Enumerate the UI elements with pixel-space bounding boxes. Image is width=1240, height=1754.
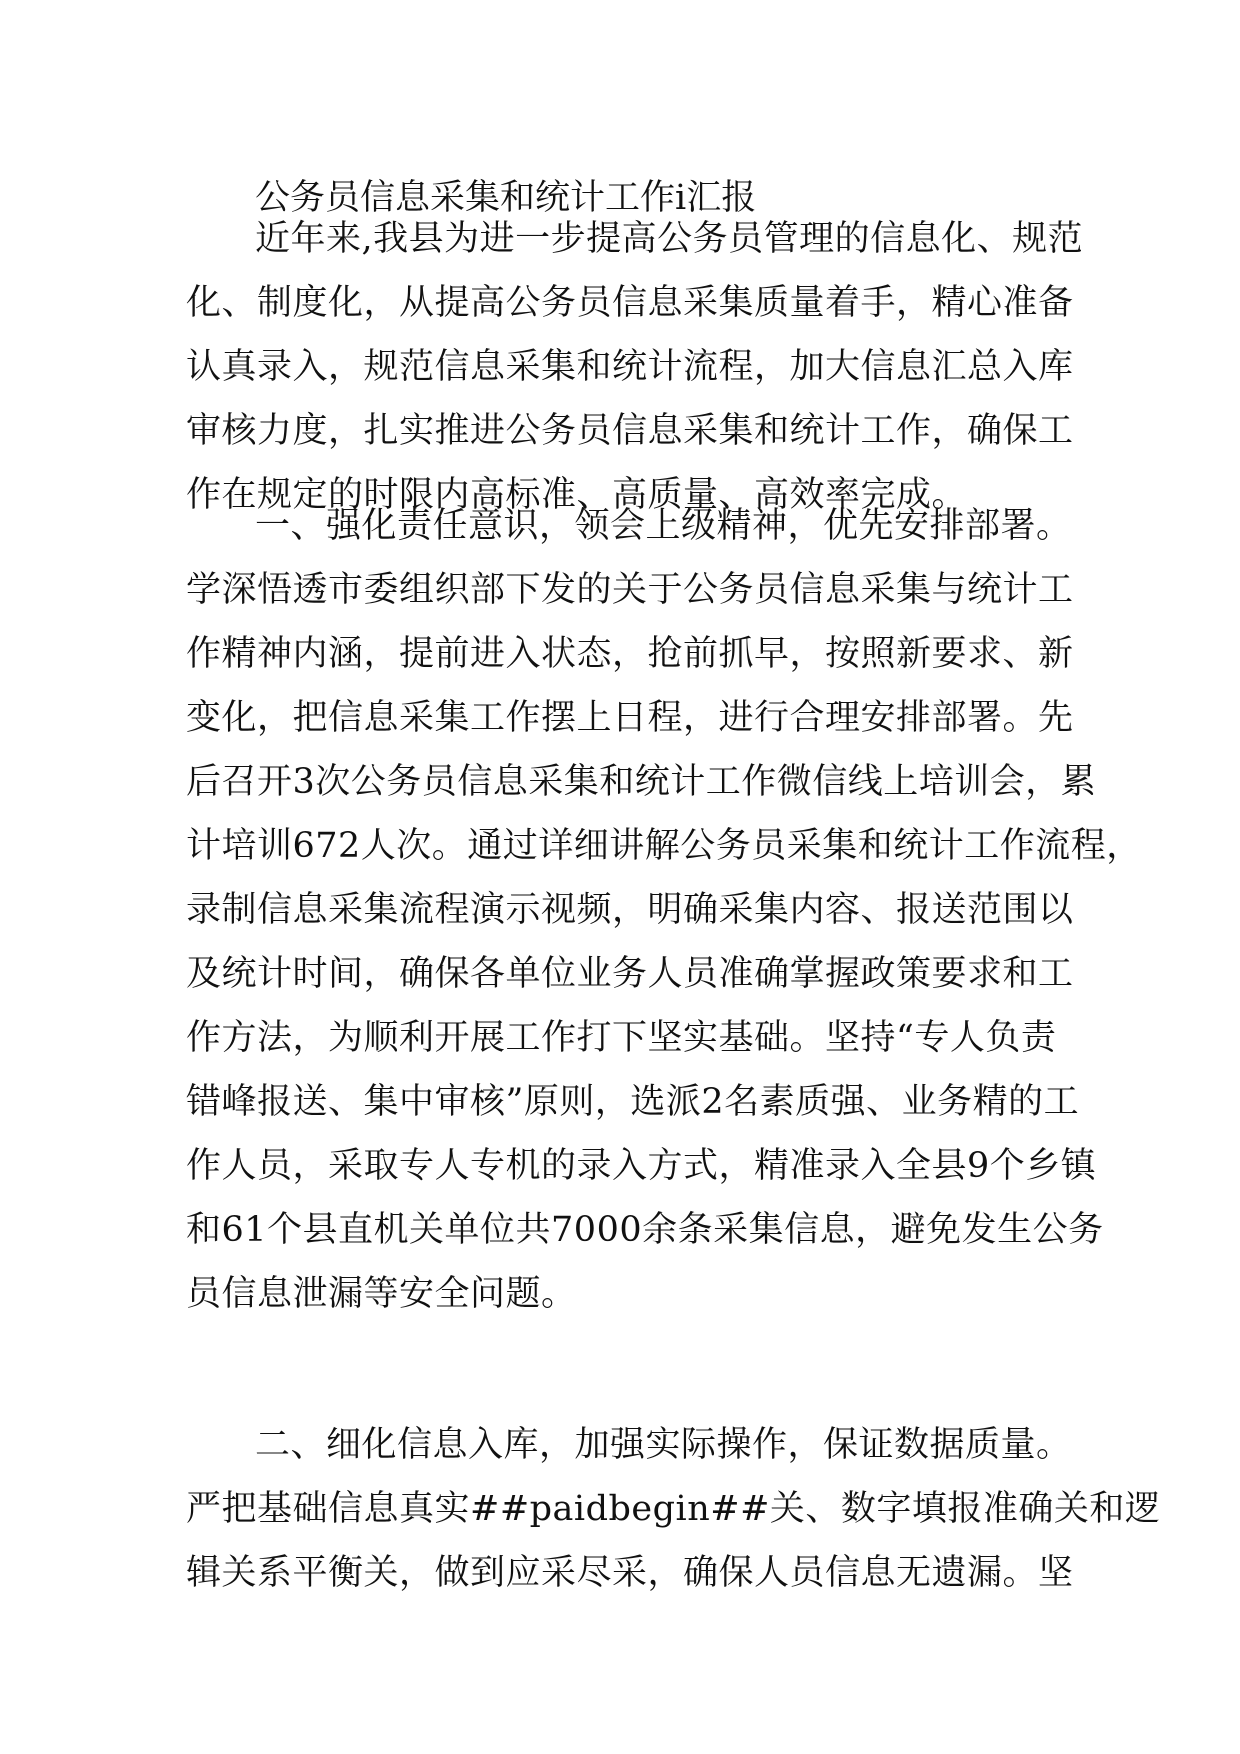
paragraph-line: 学深悟透市委组织部下发的关于公务员信息采集与统计工 bbox=[186, 570, 1074, 610]
paragraph-line: 化、制度化，从提高公务员信息采集质量着手，精心准备 bbox=[186, 283, 1074, 323]
paragraph-line: 错峰报送、集中审核”原则，选派2名素质强、业务精的工 bbox=[186, 1082, 1080, 1122]
document-title: 公务员信息采集和统计工作ⅰ汇报 bbox=[255, 178, 757, 218]
paragraph-line: 作人员，采取专人专机的录入方式，精准录入全县9个乡镇 bbox=[186, 1146, 1097, 1186]
paragraph-intro bbox=[186, 207, 1084, 527]
paragraph-line: 后召开3次公务员信息采集和统计工作微信线上培训会，累 bbox=[186, 762, 1097, 802]
section-heading-line: 一、强化责任意识，领会上级精神，优先安排部署。 bbox=[255, 506, 1072, 546]
paragraph-section-two bbox=[186, 1413, 1161, 1605]
paragraph-line: 辑关系平衡关，做到应采尽采，确保人员信息无遗漏。坚 bbox=[186, 1553, 1074, 1593]
paragraph-line: 认真录入，规范信息采集和统计流程，加大信息汇总入库 bbox=[186, 347, 1074, 387]
paragraph-line: 作精神内涵，提前进入状态，抢前抓早，按照新要求、新 bbox=[186, 634, 1074, 674]
paragraph-line: 员信息泄漏等安全问题。 bbox=[186, 1274, 577, 1314]
paragraph-section-one bbox=[186, 494, 1142, 1326]
paragraph-line: 录制信息采集流程演示视频，明确采集内容、报送范围以 bbox=[186, 890, 1074, 930]
paragraph-line: 变化，把信息采集工作摆上日程，进行合理安排部署。先 bbox=[186, 698, 1074, 738]
paragraph-line: 审核力度，扎实推进公务员信息采集和统计工作，确保工 bbox=[186, 411, 1074, 451]
paragraph-line: 及统计时间，确保各单位业务人员准确掌握政策要求和工 bbox=[186, 954, 1074, 994]
paragraph-line: 严把基础信息真实##paidbegin##关、数字填报准确关和逻 bbox=[186, 1489, 1161, 1529]
paragraph-line: 近年来,我县为进一步提高公务员管理的信息化、规范 bbox=[255, 219, 1084, 259]
paragraph-line: 作在规定的时限内高标准、高质量、高效率完成。 bbox=[186, 475, 968, 515]
paragraph-line: 计培训672人次。通过详细讲解公务员采集和统计工作流程， bbox=[186, 826, 1142, 866]
paragraph-line: 和61个县直机关单位共7000余条采集信息，避免发生公务 bbox=[186, 1210, 1104, 1250]
paragraph-line: 作方法，为顺利开展工作打下坚实基础。坚持“专人负责 bbox=[186, 1018, 1057, 1058]
section-heading-line: 二、细化信息入库，加强实际操作，保证数据质量。 bbox=[255, 1425, 1072, 1465]
